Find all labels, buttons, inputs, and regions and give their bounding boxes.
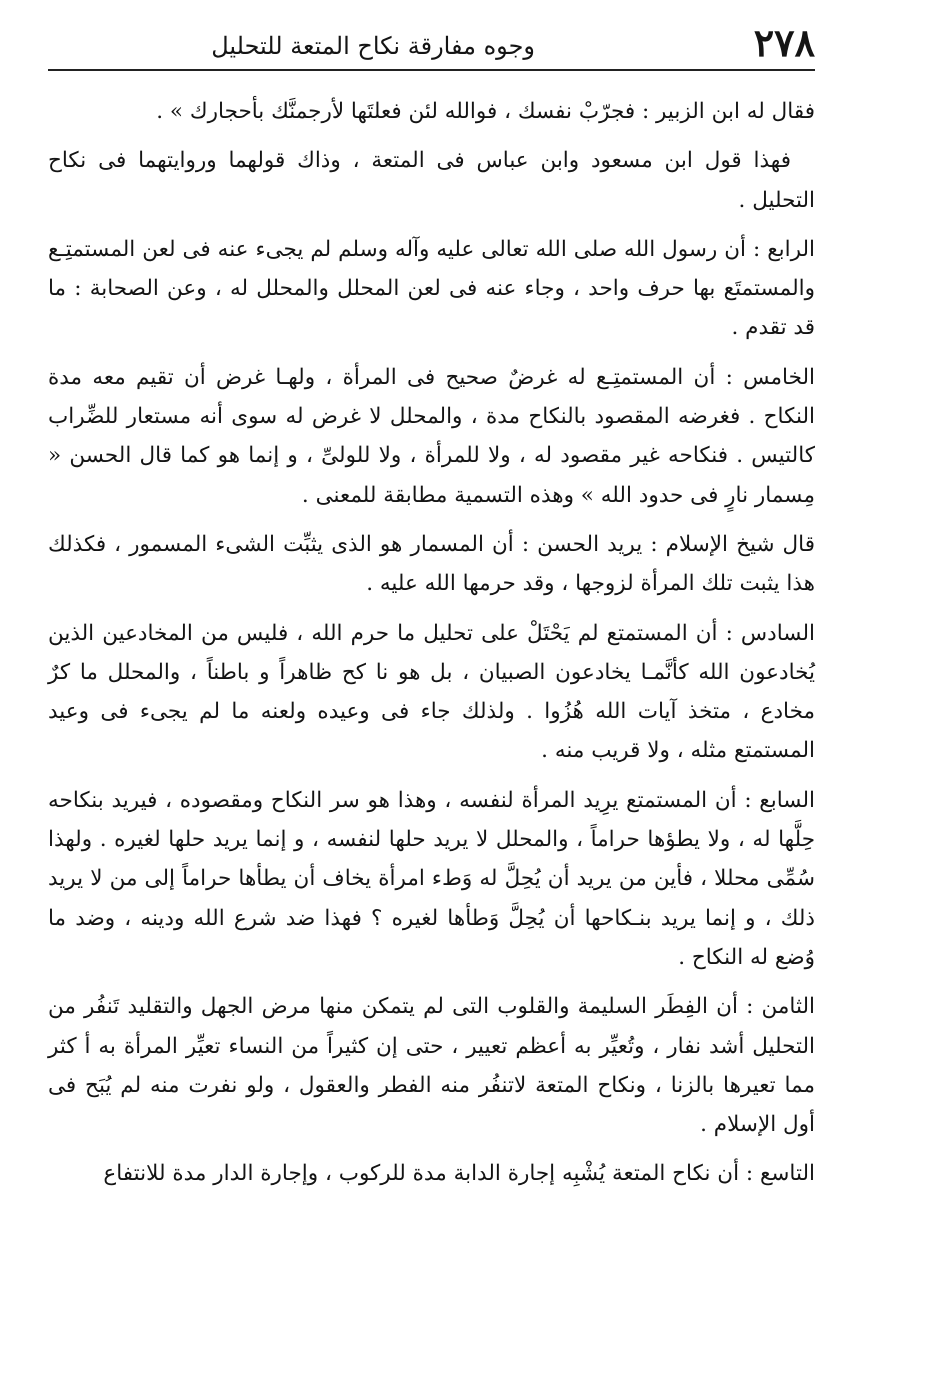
- page-header: [48, 18, 815, 68]
- paragraph: قال شيخ الإسلام : يريد الحسن : أن المسمار هو الذى يثبِّت الشىء المسمور ، فكذلك هذا يثبت تلك المرأة لزوجها ، وقد حرمها الله عليه .: [48, 531, 815, 597]
- paragraph: فقال له ابن الزبير : فجرّبْ نفسك ، فوالله لئن فعلتَها لأرجمنَّك بأحجارك » .: [156, 99, 815, 124]
- paragraph: السادس : أن المستمتع لم يَحْتَلْ على تحليل ما حرم الله ، فليس من المخادعين الذين يُخادعون الله كأنَّمـا يخادعون الصبيان ، بل هو نا كح ظاهراً و باطناً ، والمحلل ما كرٌ مخادع ، متخذ آيات الله هُزُوا . ولذلك جاء فى وعيده ولعنه ما لم يجىء فى وعيد المستمتع مثله ، ولا قريب منه .: [48, 620, 815, 764]
- paragraph: الرابع : أن رسول الله صلى الله تعالى عليه وآله وسلم لم يجىء عنه فى لعن المستمتِـع والمستمتَع بها حرف واحد ، وجاء عنه فى لعن المحلل والمحلل له ، وعن الصحابة : ما قد تقدم .: [48, 236, 815, 341]
- paragraph: السابع : أن المستمتع يرِيد المرأة لنفسه ، وهذا هو سر النكاح ومقصوده ، فيريد بنكاحه حِلَّها له ، ولا يطؤها حراماً ، والمحلل لا يريد حلها لنفسه ، و إنما يريد حلها لغيره . ولهذا سُمِّى محللا ، فأين من يريد أن يُحِلَّ له وَطء امرأة يخاف أن يطأها حراماً إلى من لا يريد ذلك ، و إنما يريد بنـكاحها أن يُحِلَّ وَطأها لغيره ؟ فهذا ضد شرع الله ودينه ، وضد ما وُضع له النكاح .: [48, 787, 815, 970]
- header-rule: [48, 69, 815, 71]
- paragraph: التاسع : أن نكاح المتعة يُشْبِه إجارة الدابة مدة للركوب ، وإجارة الدار مدة للانتفاع: [103, 1161, 815, 1187]
- paragraph: فهذا قول ابن مسعود وابن عباس فى المتعة ، وذاك قولهما وروايتهما فى نكاح التحليل .: [48, 148, 815, 213]
- paragraph: الثامن : أن الفِطَر السليمة والقلوب التى لم يتمكن منها مرض الجهل والتقليد تَنفُر من التحليل أشد نفار ، وتُعيِّر به أعظم تعيير ، حتى إن كثيراً من النساء تعيِّر المرأة به أ كثر مما تعيرها بالزنا ، ونكاح المتعة لاتنفُر منه الفطر والعقول ، ولو نفرت منه لم يُبَح فى أول الإسلام .: [48, 994, 815, 1138]
- body-text: [48, 92, 815, 1204]
- running-title: وجوه مفارقة نكاح المتعة للتحليل: [211, 32, 535, 60]
- paragraph: الخامس : أن المستمتِـع له غرضٌ صحيح فى المرأة ، ولهـا غرض أن تقيم معه مدة النكاح . فغرضه المقصود بالنكاح مدة ، والمحلل لا غرض له سوى أنه مستعار للضِّراب كالتيس . فنكاحه غير مقصود له ، ولا للمرأة ، ولا للولىِّ ، و إنما هو كما قال الحسن « مِسمار نارٍ فى حدود الله » وهذه التسمية مطابقة للمعنى .: [48, 364, 815, 508]
- page-number: ٢٧٨: [753, 20, 815, 65]
